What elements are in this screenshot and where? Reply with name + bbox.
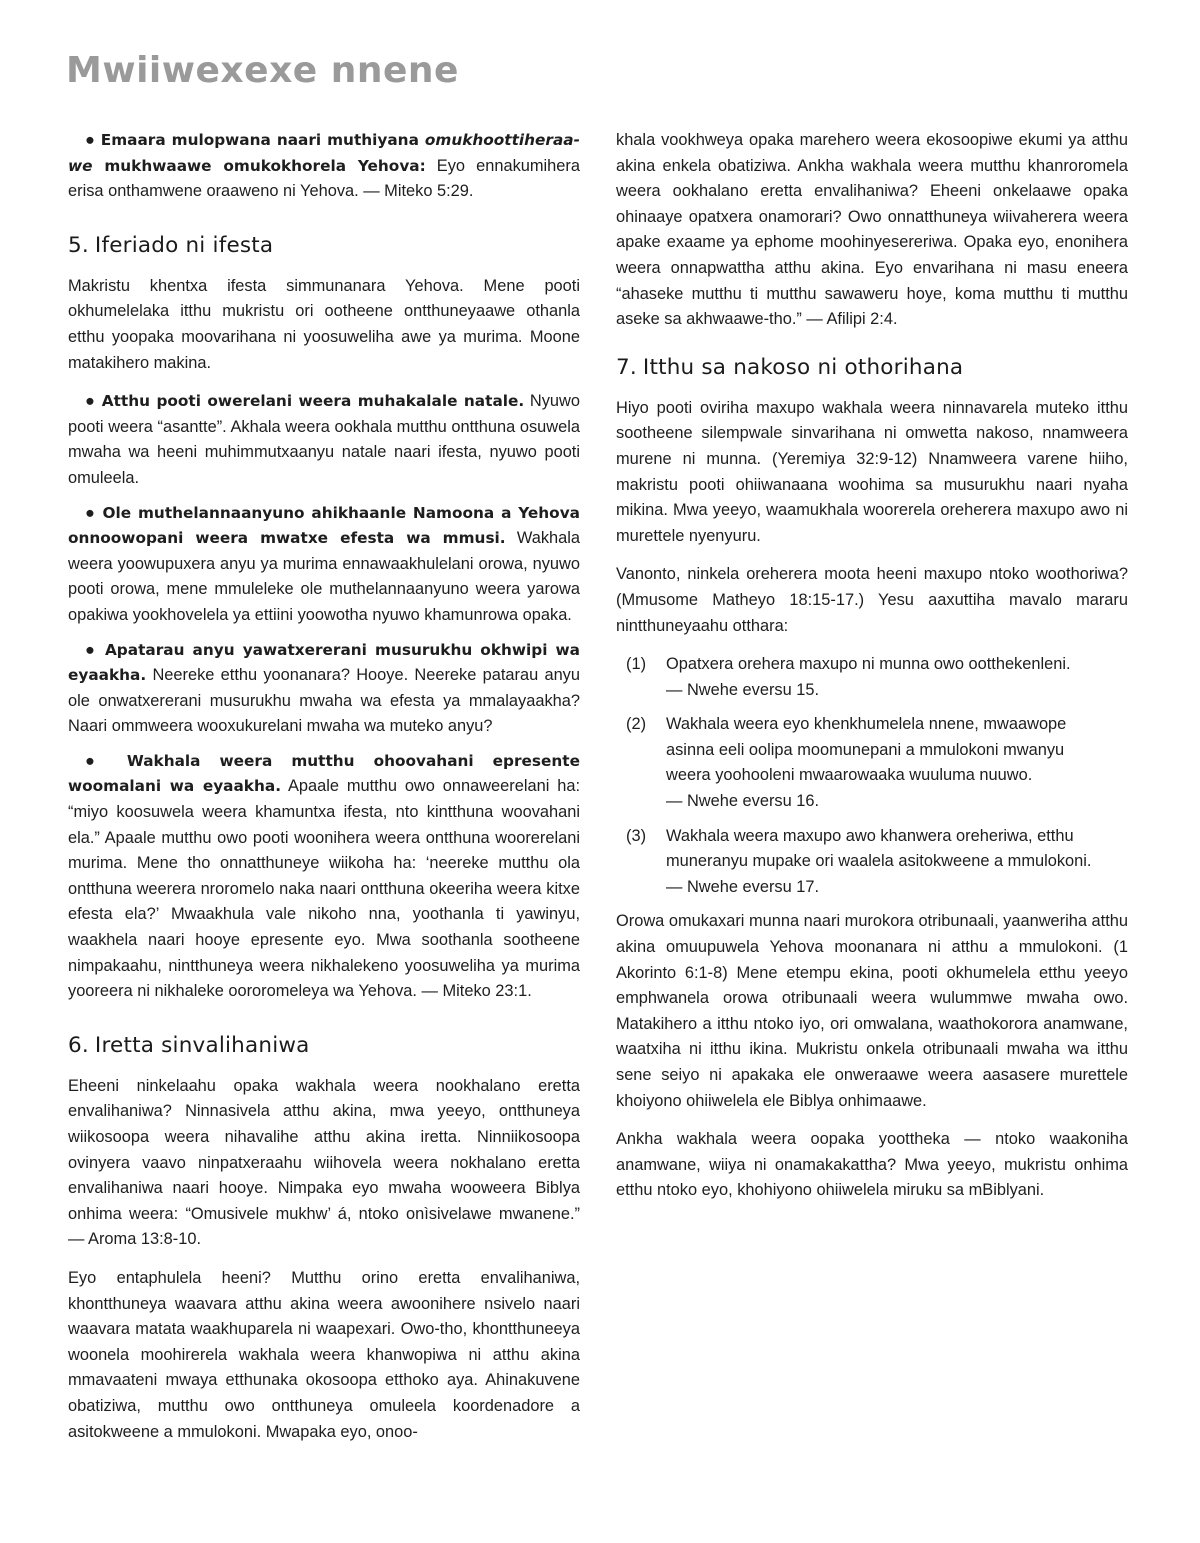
scripture-reference: — Nwehe eversu 15. <box>666 680 820 699</box>
bullet-paragraph <box>68 128 580 205</box>
bullet-body: Apaale mutthu owo onnaweerelani ha: “miyo koosuwela weera khamuntxa ifesta, nto kintthuna woovahani ela.” Apaale mutthu owo pooti woonihera weera ontthuna woorerelani murima. Mene tho onnatthuneye wiikoha ha: ‘neereke mutthu ola ontthuna weerera nroromelo naka naari ontthuna okeeriha weera kitxe efesta ela?’ Mwaakhula vale nikoho nna, yoothanla ti yawinyu, waakhela naari hooye epresente eyo. Mwa soothanla sootheene nimpakaahu, nintthuneya weera nikhalekeno yoosuweliha ya murima yooreera ni nikhaleke oororomeleya wa Yehova. — Miteko 23:1. <box>68 777 581 1001</box>
bullet-body: Wakhala weera yoowupuxera anyu ya murima ennawaakhulelani orowa, nyuwo pooti orowa, mene mmuleleke ole muthelannaanyuno weera yarowa opakiwa yookhovelela ya ettiini yoowotha nyuwo khamunrowa opaka. <box>68 529 581 624</box>
bullet-icon: ● <box>85 392 102 411</box>
list-item-text: Wakhala weera maxupo awo khanwera oreheriwa, etthu muneranyu mupake ori waalela asitokweene a mmulokoni. — Nwehe eversu 17. <box>666 826 1092 896</box>
bullet-body: Eyo ennakumihera erisa onthamwene oraaweno ni Yehova. — Miteko 5:29. <box>68 156 580 201</box>
section-7-paragraph: Ankha wakhala weera oopaka yoottheka — ntoko waakoniha anamwane, wiiya ni onamakakattha? Mwa yeeyo, mukristu onhima etthu ntoko eyo, khohiyono ohiiwelela miruku sa mBiblyani. <box>616 1130 1128 1200</box>
list-item <box>616 824 1128 901</box>
bullet-paragraph <box>68 638 580 740</box>
bullet-lead: Emaara mulopwana naari muthiyana omukhoottiheraawe mukhwaawe omukokhorela Yehova: <box>68 131 580 175</box>
page-header-title: Mwiiwexexe nnene <box>66 50 459 91</box>
bullet-body: Neereke etthu yoonanara? Hooye. Neereke patarau anyu ole onwatxererani musurukhu mwaha wa efesta ya mmalayaakha? Naari ommweera wooxukurelani mwaha wa muteko anyu? <box>68 666 580 736</box>
scripture-reference: — Nwehe eversu 16. <box>666 792 820 811</box>
section-7-paragraph: Hiyo pooti oviriha maxupo wakhala weera ninnavarela muteko itthu sootheene silempwale sinvarihana ni omwetta nakoso, nnamweera murene ni munna. (Yeremiya 32:9-12) Nnamweera varene hiiho, makristu pooti ohiiwanaana woohima sa musurukhu naari nyaha mikina. Mwa yeeyo, waamukhala woorerela oreherera maxupo awo ni murettele nyenyuru. <box>616 398 1128 545</box>
list-marker: (2) <box>626 715 647 734</box>
bullet-lead: Ole muthelannaanyuno ahikhaanle Namoona a Yehova onnoowopani weera mwatxe efesta wa mmusi. <box>68 503 580 548</box>
list-marker: (1) <box>626 655 647 674</box>
section-5-heading: 5. Iferiado ni ifesta <box>68 232 274 258</box>
bullet-paragraph <box>68 389 580 491</box>
steps-list <box>616 652 1128 900</box>
list-item <box>616 652 1128 703</box>
list-item-text: Wakhala weera eyo khenkhumelela nnene, mwaawope asinna eeli oolipa moomunepani a mmulokoni mwanyu weera yoohooleni mwaarowaaka wuuluma nuuwo. <box>666 715 1067 785</box>
section-6-continued-paragraph: khala vookhweya opaka marehero weera ekosoopiwe ekumi ya atthu akina enkela obatiziwa. Ankha wakhala weera mutthu khanroromela weera ookhalano eretta envalihaniwa? Eheeni onkelaawe opaka ohinaaye opatxera onamorari? Owo onnatthuneya wiivaherera weera apake exaame ya ephome moohinyesereriwa. Opaka eyo, enonihera weera onnapwattha atthu akina. Eyo envarihana ni masu eneera “ahaseke mutthu ti mutthu sawaweru hoye, koma mutthu ti mutthu aseke sa akhwaawe-tho.” — Afilipi 2:4. <box>616 131 1128 329</box>
section-7-heading: 7. Itthu sa nakoso ni othorihana <box>616 354 964 380</box>
bullet-icon: ● <box>85 640 105 659</box>
section-6-paragraph: Eheeni ninkelaahu opaka wakhala weera nookhalano eretta envalihaniwa? Ninnasivela atthu akina, mwa yeeyo, ontthuneya wiikosoopa weera nihavalihe atthu akina iretta. Ninniikosoopa ovinyera vaavo ninpatxeraahu wiihovela weera nokhalano eretta envalihaniwa naari hooye. Nimpaka eyo mwaha wooweera Biblya onhima weera: “Omusivele mukhw’ á, ntoko onìsivelawe mwanene.” — Aroma 13:8-10. <box>68 1076 580 1249</box>
section-6-paragraph: Eyo entaphulela heeni? Mutthu orino eretta envalihaniwa, khontthuneya waavara atthu akina weera awoonihere nsivelo naari waavara matata waakhuparela ni waapexari. Owo-tho, khontthuneeya woonela moohirerela wakhala weera khanwopiwa ni atthu akina mmavaateni mwaya etthunaka okosoopa etthoko aya. Ahinakuvene obatiziwa, mutthu owo ontthuneya omuleela koordenadore a asitokweene a mmulokoni. Mwapaka eyo, onoo- <box>68 1268 580 1441</box>
bullet-icon: ● <box>85 503 103 522</box>
section-7-paragraph: Vanonto, ninkela oreherera moota heeni maxupo ntoko woothoriwa? (Mmusome Matheyo 18:15-17.) Yesu aaxuttiha mavalo mararu nintthuneyaahu otthara: <box>616 565 1128 635</box>
list-item-text: Opatxera orehera maxupo ni munna owo ootthekenleni. <box>666 655 1071 674</box>
bullet-paragraph <box>68 749 580 1005</box>
list-marker: (3) <box>626 826 647 845</box>
section-5-intro: Makristu khentxa ifesta simmunanara Yehova. Mene pooti okhumelelaka itthu mukristu ori ootheene ontthuneyaawe othanla etthu yoopaka moovarihana ni yoosuweliha awe ya murima. Moone matakihero makina. <box>68 276 580 372</box>
bullet-lead: Atthu pooti owerelani weera muhakalale natale. <box>101 392 525 411</box>
bullet-lead: Wakhala weera mutthu ohoovahani epresente woomalani wa eyaakha. <box>68 751 580 796</box>
section-6-heading: 6. Iretta sinvalihaniwa <box>68 1032 310 1058</box>
bullet-lead: Apatarau anyu yawatxererani musurukhu okhwipi wa eyaakha. <box>68 640 580 685</box>
bullet-body: Nyuwo pooti weera “asantte”. Akhala weera ookhala mutthu ontthuna osuwela mwaha wa heeni muhimmutxaanyu natale naari ifesta, nyuwo pooti omuleela. <box>68 392 580 487</box>
bullet-icon: ● <box>85 131 101 149</box>
bullet-paragraph <box>68 501 580 629</box>
bullet-icon: ● <box>85 751 127 770</box>
list-item <box>616 712 1128 814</box>
right-column <box>616 128 1128 1217</box>
section-7-paragraph: Orowa omukaxari munna naari murokora otribunaali, yaanweriha atthu akina omuupuwela Yehova moonanara ni atthu a mmulokoni. (1 Akorinto 6:1-8) Mene etempu ekina, pooti okhumelela etthu yeeyo emphwanela orowa otribunaali weera wulummwe mwaha owo. Matakihero a itthu ntoko iyo, ori omwalana, waathokorora anamwane, waatxiha ni itthu ikina. Mukristu onkela otribunaali mwaha wa itthu sene seiyo ni apakaka ele onweraawe weera aasasere murettele khoiyono ohiiwelela ele Biblya onhimaawe. <box>616 912 1129 1110</box>
left-column <box>68 128 580 1458</box>
